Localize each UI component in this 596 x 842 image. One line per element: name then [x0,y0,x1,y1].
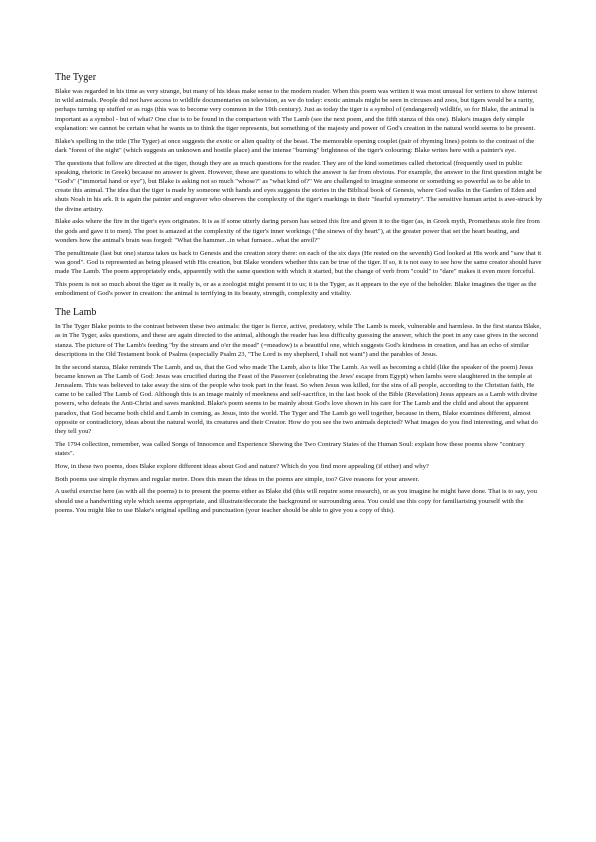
section-heading: The Tyger [55,72,97,83]
document-page [55,72,543,519]
paragraph: Blake's spelling in the title (The Tyger) at once suggests the exotic or alien quality of the beast. The memorable opening couplet (pair of rhyming lines) points to the contrast of the dark "forest of the night" (which suggests an unknown and hostile place) and the intense "burning" brightness of the tiger's colouring: Blake writes here with a painter's eye. [55,137,535,154]
section-heading: The Lamb [55,307,97,319]
paragraph: A useful exercise here (as with all the poems) is to present the poems either as Blake did (this will require some research), or as you imagine he might have done. That is to say, you should use a handwriting style which seems appropriate, and illustrate/decorate the background or surrounding area. You could use this copy for familiarising yourself with the poems. You might like to use Blake's original spelling and punctuation (your teacher should be able to give you a copy of this). [55,488,537,514]
paragraph: Both poems use simple rhymes and regular metre. Does this mean the ideas in the poems are simple, too? Give reasons for your answer. [55,475,420,483]
paragraph: In The Tyger Blake points to the contrast between these two animals: the tiger is fierce, active, predatory, while The Lamb is meek, vulnerable and harmless. In the first stanza Blake, as in The Tyger, asks questions, and these are again directed to the animal, although the reader has less difficulty guessing the answer, which the poet in any case gives in the second stanza. The picture of The Lamb's feeding "by the stream and o'er the mead" (=meadow) is a beautiful one, which suggests God's kindness in creation, and has an echo of similar descriptions in the Old Testament book of Psalms (especially Psalm 23, "The Lord is my shepherd, I shall not want") and the parables of Jesus. [55,323,542,358]
paragraph: How, in these two poems, does Blake explore different ideas about God and nature? Which do you find more appealing (if either) and why? [55,462,429,470]
paragraph: This poem is not so much about the tiger as it really is, or as a zoologist might present it to us; it is the Tyger, as it appears to the eye of the beholder. Blake imagines the tiger as the embodiment of God's power in creation: the animal is terrifying in its beauty, strength, complexity and vitality. [55,280,537,298]
paragraph: Blake was regarded in his time as very strange, but many of his ideas make sense to the modern reader. When this poem was written it was most unusual for writers to show interest in wild animals. People did not have access to wildlife documentaries on television, as we do today: exotic animals might be seen in circuses and zoos, but tigers would be a rarity, perhaps turning up stuffed or as rugs (this was to become very common in the 19th century). Just as today the tiger is a symbol of (endangered) wildlife, so for Blake, the animal is important as a symbol - but of what? One clue is to be found in the comparison with The Lamb (see the next poem, and the fifth stanza of this one). Blake's images defy simple explanation: we cannot be certain what he wants us to think the tiger represents, but something of the majesty and power of God's creation in the natural world seems to be present. [55,88,538,132]
paragraph: The penultimate (last but one) stanza takes us back to Genesis and the creation story there: on each of the six days (He rested on the seventh) God looked at His work and "saw that it was good". God is represented as being pleased with His creation, but Blake wonders whether this can be true of the tiger. If so, it is not easy to see how the same creator should have made The Lamb. The poem appropriately ends, apparently with the same question with which it started, but the change of verb from "could" to "dare" makes it even more forceful. [55,249,542,276]
paragraph: Blake asks where the fire in the tiger's eyes originates. It is as if some utterly daring person has seized this fire and given it to the tiger (as, in Greek myth, Prometheus stole fire from the gods and gave it to men). The poet is amazed at the complexity of the tiger's inner workings ("the sinews of thy heart"), at the greater power that set the heart beating, and wonders how the animal's brain was forged: "What the hammer...in what furnace...what the anvil?" [55,218,540,244]
section-the-tyger [55,72,543,298]
paragraph: The 1794 collection, remember, was called Songs of Innocence and Experience Shewing the Two Contrary States of the Human Soul: explain how these poems show "contrary states". [55,440,525,458]
section-the-lamb [55,307,543,515]
paragraph: In the second stanza, Blake reminds The Lamb, and us, that the God who made The Lamb, also is like The Lamb. As well as becoming a child (like the speaker of the poem) Jesus became known as The Lamb of God: Jesus was crucified during the Feast of the Passover (celebrating the Jews' escape from Egypt) when lambs were slaughtered in the temple at Jerusalem. This was believed to take away the sins of the people who took part in the feast. So when Jesus was killed, for the sins of all people, according to the Christian faith, He came to be called The Lamb of God. Although this is an image mainly of meekness and self-sacrifice, in the last book of the Bible (Revelation) Jesus appears as a Lamb with divine powers, who defeats the Anti-Christ and saves mankind. Blake's poem seems to be mainly about God's love shown in his care for The Lamb and the child and about the apparent paradox, that God became both child and Lamb in coming, as Jesus, into the world. The Tyger and The Lamb go well together, because in them, Blake examines different, almost opposite or contradictory, ideas about the natural world, its creatures and their Creator. How do you see the two animals depicted? What images do you find interesting, and what do they tell you? [55,363,538,436]
paragraph: The questions that follow are directed at the tiger, though they are as much questions for the reader. They are of the kind sometimes called rhetorical (frequently used in public speaking, rhetoric in Greek) because no answer is given. However, these are questions to which the answer is far from obvious. For example, the answer to the first question might be "God's" ("immortal hand or eye"), but Blake is asking not so much "whose?" as "what kind of?" We are challenged to imagine someone or something so powerful as to be able to create this animal. The idea that the tiger is made by someone with hands and eyes suggests the stories in the Biblical book of Genesis, where God walks in the Garden of Eden and shuts Noah in his ark. It is again the painter and engraver who observes the complexity of the tiger's markings in their "fearful symmetry". The sensitive human artist is awe-struck by the divine artistry. [55,159,543,213]
